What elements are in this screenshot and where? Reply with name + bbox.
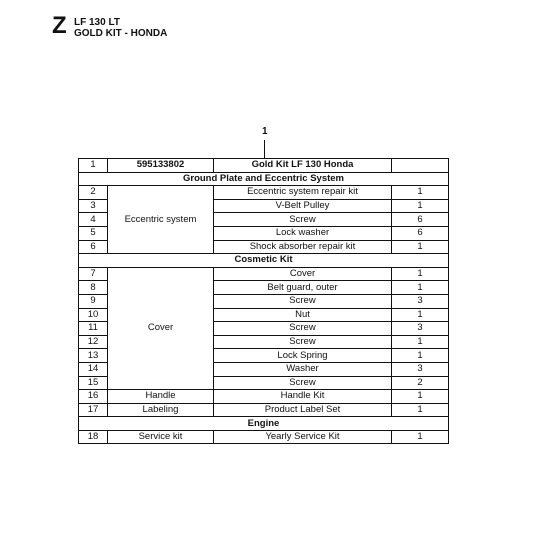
row-pos: 13 xyxy=(79,349,108,363)
row-qty: 3 xyxy=(392,294,449,308)
row-qty: 1 xyxy=(392,349,449,363)
row-pos: 16 xyxy=(79,390,108,404)
row-desc: Handle Kit xyxy=(214,390,392,404)
kit-row xyxy=(79,159,449,173)
row-desc: Screw xyxy=(214,213,392,227)
row-group: Service kit xyxy=(108,430,214,444)
row-qty: 1 xyxy=(392,240,449,254)
row-pos: 11 xyxy=(79,322,108,336)
row-desc: Belt guard, outer xyxy=(214,281,392,295)
row-group: Eccentric system xyxy=(108,186,214,254)
row-qty: 3 xyxy=(392,362,449,376)
row-desc: Cover xyxy=(214,267,392,281)
kit-name: Gold Kit LF 130 Honda xyxy=(214,159,392,173)
header-title-block xyxy=(74,17,167,39)
row-qty: 6 xyxy=(392,213,449,227)
section-header-cosmetic-kit xyxy=(79,254,449,268)
row-desc: Shock absorber repair kit xyxy=(214,240,392,254)
row-pos: 15 xyxy=(79,376,108,390)
row-pos: 5 xyxy=(79,226,108,240)
row-qty: 3 xyxy=(392,322,449,336)
row-qty: 6 xyxy=(392,226,449,240)
table-row xyxy=(79,390,449,404)
table-row xyxy=(79,186,449,200)
row-desc: Screw xyxy=(214,335,392,349)
row-desc: Lock Spring xyxy=(214,349,392,363)
row-group: Cover xyxy=(108,267,214,389)
model-name: LF 130 LT xyxy=(74,17,120,28)
row-pos: 7 xyxy=(79,267,108,281)
row-desc: Screw xyxy=(214,376,392,390)
row-group: Handle xyxy=(108,390,214,404)
section-header-engine xyxy=(79,417,449,431)
row-qty: 1 xyxy=(392,308,449,322)
section-letter: Z xyxy=(52,12,67,39)
row-qty: 1 xyxy=(392,430,449,444)
section-header-ground-plate xyxy=(79,172,449,186)
table-row xyxy=(79,403,449,417)
row-pos: 18 xyxy=(79,430,108,444)
row-pos: 6 xyxy=(79,240,108,254)
table-row xyxy=(79,430,449,444)
section-title: Engine xyxy=(79,417,449,431)
row-desc: Screw xyxy=(214,294,392,308)
row-qty: 1 xyxy=(392,390,449,404)
row-group: Labeling xyxy=(108,403,214,417)
row-qty: 2 xyxy=(392,376,449,390)
row-desc: Product Label Set xyxy=(214,403,392,417)
row-desc: Yearly Service Kit xyxy=(214,430,392,444)
row-qty: 1 xyxy=(392,186,449,200)
row-desc: Washer xyxy=(214,362,392,376)
row-pos: 3 xyxy=(79,199,108,213)
row-desc: Lock washer xyxy=(214,226,392,240)
row-pos: 9 xyxy=(79,294,108,308)
row-desc: Screw xyxy=(214,322,392,336)
row-desc: Eccentric system repair kit xyxy=(214,186,392,200)
row-desc: Nut xyxy=(214,308,392,322)
kit-pos: 1 xyxy=(79,159,108,173)
table-row xyxy=(79,267,449,281)
row-pos: 14 xyxy=(79,362,108,376)
row-desc: V-Belt Pulley xyxy=(214,199,392,213)
row-qty: 1 xyxy=(392,199,449,213)
row-qty: 1 xyxy=(392,335,449,349)
parts-table xyxy=(78,158,449,444)
row-pos: 12 xyxy=(79,335,108,349)
row-pos: 4 xyxy=(79,213,108,227)
kit-subtitle: GOLD KIT - HONDA xyxy=(74,28,168,39)
column-number: 1 xyxy=(262,126,268,137)
kit-qty xyxy=(392,159,449,173)
row-qty: 1 xyxy=(392,281,449,295)
section-title: Cosmetic Kit xyxy=(79,254,449,268)
row-pos: 17 xyxy=(79,403,108,417)
row-qty: 1 xyxy=(392,403,449,417)
row-qty: 1 xyxy=(392,267,449,281)
row-pos: 2 xyxy=(79,186,108,200)
column-leader-line xyxy=(264,140,265,158)
row-pos: 10 xyxy=(79,308,108,322)
section-title: Ground Plate and Eccentric System xyxy=(79,172,449,186)
kit-part-number: 595133802 xyxy=(108,159,214,173)
row-pos: 8 xyxy=(79,281,108,295)
